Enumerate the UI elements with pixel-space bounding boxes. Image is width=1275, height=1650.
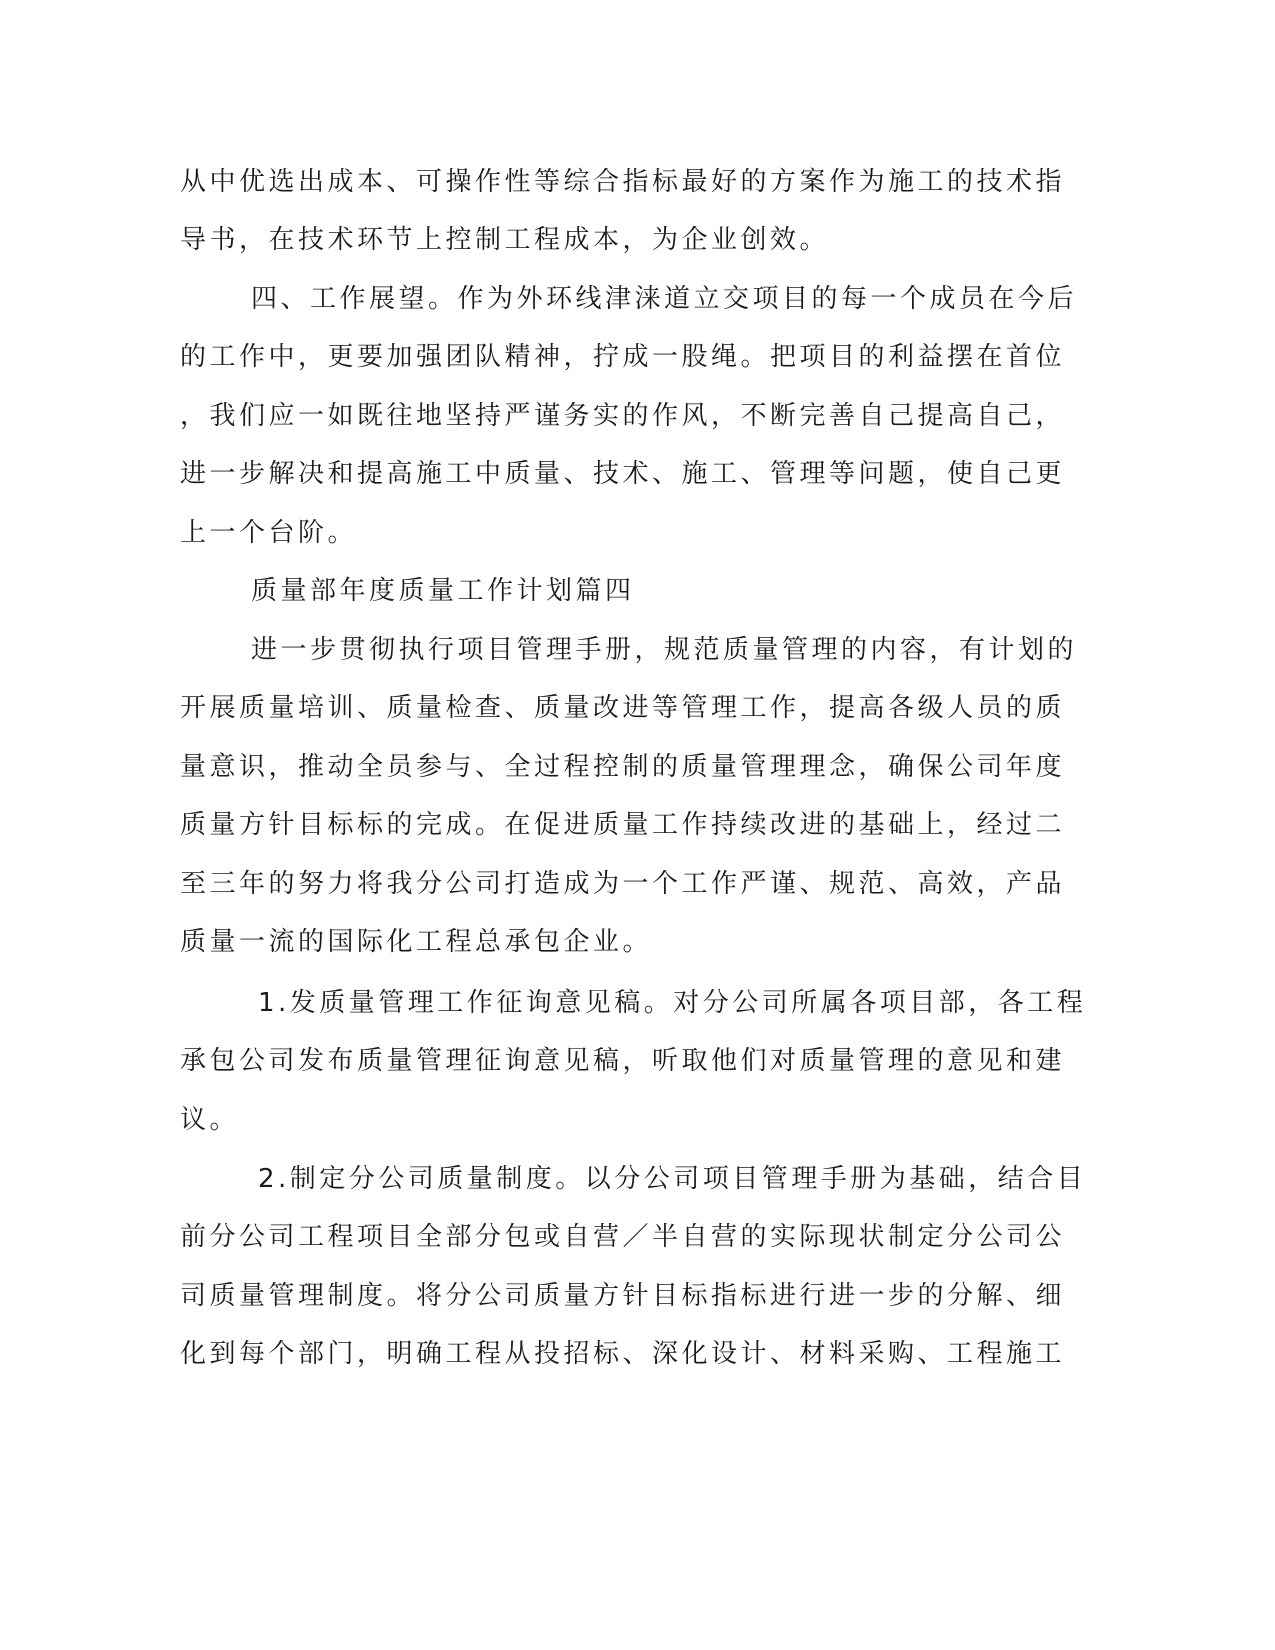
- text-line-13: 至三年的努力将我分公司打造成为一个工作严谨、规范、高效，产品: [180, 869, 1066, 899]
- text-line-4: 的工作中，更要加强团队精神，拧成一股绳。把项目的利益摆在首位: [180, 342, 1066, 372]
- text-line-18: 2.制定分公司质量制度。以分公司项目管理手册为基础，结合目: [258, 1164, 1087, 1194]
- text-line-20: 司质量管理制度。将分公司质量方针目标指标进行进一步的分解、细: [180, 1281, 1066, 1311]
- text-line-19: 前分公司工程项目全部分包或自营／半自营的实际现状制定分公司公: [180, 1222, 1066, 1252]
- text-line-16: 承包公司发布质量管理征询意见稿，听取他们对质量管理的意见和建: [180, 1046, 1066, 1076]
- text-line-11: 量意识，推动全员参与、全过程控制的质量管理理念，确保公司年度: [180, 752, 1066, 782]
- text-line-21: 化到每个部门，明确工程从投招标、深化设计、材料采购、工程施工: [180, 1339, 1066, 1369]
- text-line-2: 导书，在技术环节上控制工程成本，为企业创效。: [180, 225, 830, 255]
- text-line-3: 四、工作展望。作为外环线津涞道立交项目的每一个成员在今后: [251, 284, 1078, 314]
- text-line-9: 进一步贯彻执行项目管理手册，规范质量管理的内容，有计划的: [251, 635, 1078, 665]
- text-line-10: 开展质量培训、质量检查、质量改进等管理工作，提高各级人员的质: [180, 693, 1066, 723]
- section-heading: 质量部年度质量工作计划篇四: [251, 576, 635, 606]
- text-line-12: 质量方针目标标的完成。在促进质量工作持续改进的基础上，经过二: [180, 810, 1066, 840]
- text-line-5: ，我们应一如既往地坚持严谨务实的作风，不断完善自己提高自己，: [180, 401, 1066, 431]
- text-line-1: 从中优选出成本、可操作性等综合指标最好的方案作为施工的技术指: [180, 167, 1066, 197]
- text-line-7: 上一个台阶。: [180, 518, 358, 548]
- text-line-15: 1.发质量管理工作征询意见稿。对分公司所属各项目部，各工程: [258, 988, 1087, 1018]
- text-line-17: 议。: [180, 1105, 240, 1135]
- text-line-14: 质量一流的国际化工程总承包企业。: [180, 927, 653, 957]
- text-line-6: 进一步解决和提高施工中质量、技术、施工、管理等问题，使自己更: [180, 459, 1066, 489]
